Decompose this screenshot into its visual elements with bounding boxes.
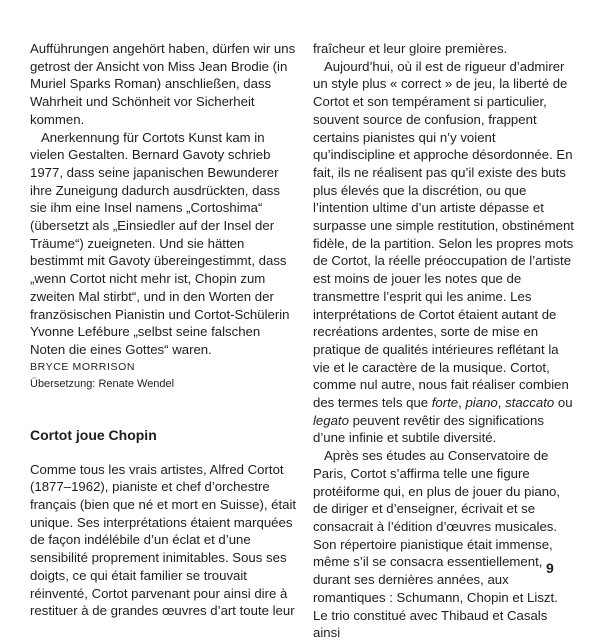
term-piano: piano [465,395,498,411]
text-run: ou [554,395,573,411]
paragraph-apres: Après ses études au Conservatoire de Paris, Cortot s’affirma telle une figure protéiforme qui, en plus de jouer du piano, de diriger et d’enseigner, écrivait et se consacrait à l’édition d’œuvres musicales. Son répertoire pianistique était immense, même s’il se consacra essentiellement, durant ses dernières années, aux romantiques : Schumann, Chopin et Liszt. Le trio constitué avec Thibaud et Casals ainsi [313,448,561,641]
term-legato: legato [313,412,349,428]
term-forte: forte [431,395,459,411]
text-run: , [458,395,466,411]
text-run: , [497,395,506,411]
paragraph-aufführungen: Aufführungen angehört haben, dürfen wir uns getrost der Ansicht von Miss Jean Brodie (in Muriel Sparks Roman) anschließen, dass Wahrheit und Schönheit vor Sicherheit kommen. [30,41,296,127]
section-heading: Cortot joue Chopin [30,426,157,443]
paragraph-anerkennung: Anerkennung für Cortots Kunst kam in vielen Gestalten. Bernard Gavoty schrieb 1977, dass seine japanischen Bewunderer ihre Zuneigung dadurch ausdrückten, dass sie ihm eine Insel namens „Cortoshima“ (übersetzt als „Einsiedler auf der Insel der Träume“) zueigneten. Und sie hätten bestimmt mit Gavoty übereingestimmt, dass „wenn Cortot nicht mehr ist, Chopin zum zweiten Mal stirbt“, und in den Worten der französischen Pianistin und Cortot-Schülerin Yvonne Lefébure „selbst seine falschen Noten die eines Gottes“ waren. [30,129,290,357]
term-staccato: staccato [505,395,555,411]
left-column [30,40,298,620]
page-number: 9 [546,560,554,576]
author-name: BRYCE MORRISON [30,360,136,373]
paragraph-aujourdhui [313,58,575,447]
translation-credit: Übersetzung: Renate Wendel [30,377,175,390]
right-column [313,40,575,642]
paragraph-comme-tous: Comme tous les vrais artistes, Alfred Cortot (1877–1962), pianiste et chef d’orchestre français (bien que né et mort en Suisse), était unique. Ses interprétations étaient marquées de façon indélébile d’un éclat et d’une sensibilité proprement inimitables. Sous ses doigts, ce qui était familier se trouvait réinventé, Cortot parvenant pour ainsi dire à restituer à de grandes œuvres d’art toute leur [30,461,297,619]
text-run: Aujourd’hui, où il est de rigueur d’admirer un style plus « correct » de jeu, la liberté de Cortot et son tempérament si particulier, souvent source de confusion, frappent certains pianistes qui n’y voient qu’indiscipline et approche désordonnée. En fait, ils ne réalisent pas qu’il existe des buts plus élevés que la discrétion, ou que l’intention ultime d’un artiste dépasse et surpasse une simple restitution, obstinément fidèle, de la partition. Selon les propres mots de Cortot, la réelle préoccupation de l’artiste est moins de jouer les notes que de transmettre l’esprit qui les anime. Les interprétations de Cortot étaient autant de recréations ardentes, sorte de mise en pratique de qualités intérieures reflétant la vie et le caractère de la musique. Cortot, comme nul autre, nous fait réaliser combien des termes tels que [313,58,574,411]
paragraph-fraicheur: fraîcheur et leur gloire premières. [313,41,508,56]
text-run: peuvent revêtir des significations d’une infinie et subtile diversité. [313,412,544,446]
